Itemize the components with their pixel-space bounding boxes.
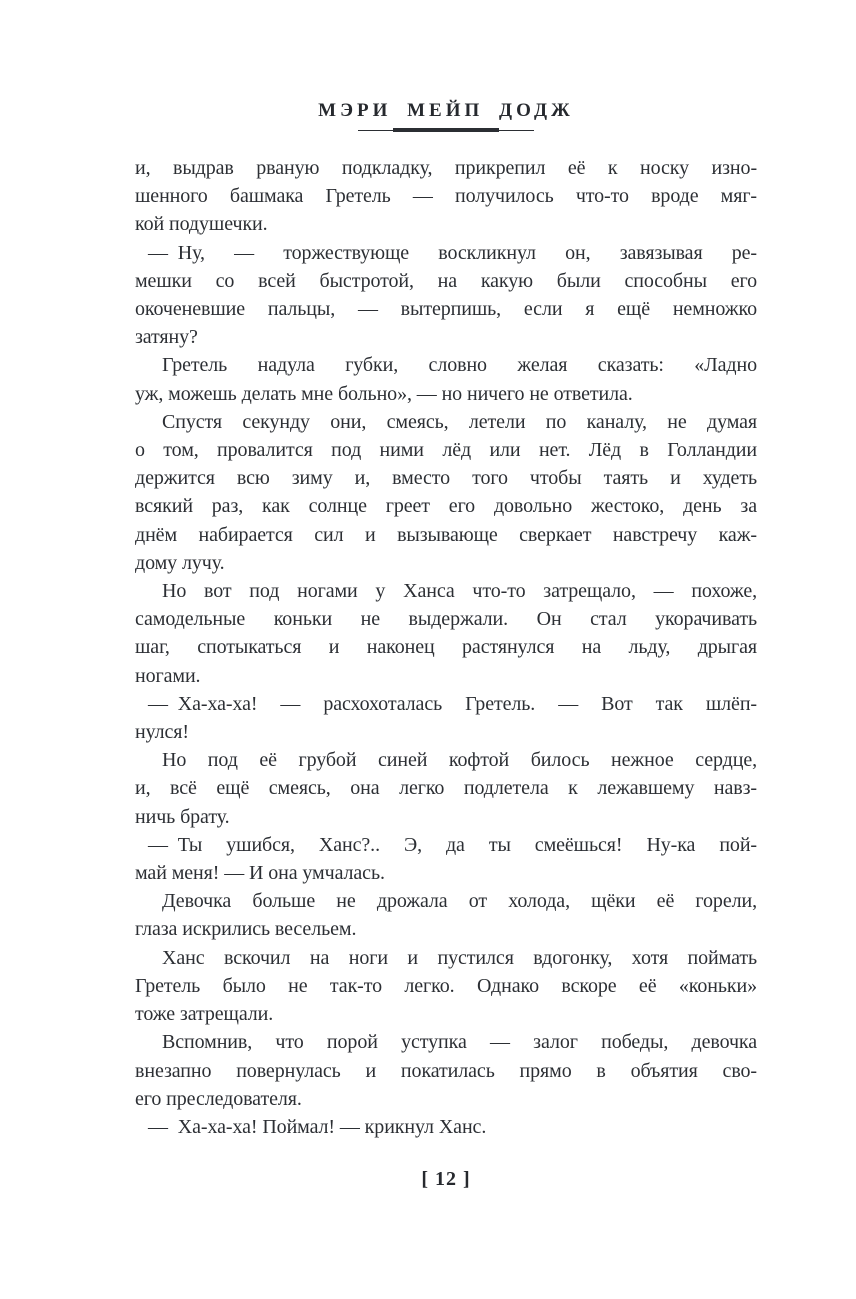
paragraph <box>135 887 757 943</box>
text-line: кой подушечки. <box>135 213 268 236</box>
text-line: шенного башмака Гретель — получилось что-то вроде мяг- <box>135 185 757 208</box>
text-line: и, выдрав рваную подкладку, прикрепил её к носку изно- <box>135 157 757 179</box>
paragraph <box>135 351 757 407</box>
text-line: Девочка больше не дрожала от холода, щёки её горели, <box>162 890 757 913</box>
text-line: днём набирается сил и вызывающе сверкает навстречу каж- <box>135 523 757 546</box>
paragraph <box>135 1028 757 1113</box>
text-line: Ханс вскочил на ноги и пустился вдогонку, хотя поймать <box>162 946 757 969</box>
page-number: [ 12 ] <box>421 1168 471 1190</box>
text-line: — Ну, — торжествующе воскликнул он, завязывая ре- <box>148 241 757 264</box>
ornament-thick-bar <box>393 128 499 132</box>
text-line: самодельные коньки не выдержали. Он стал укорачивать <box>135 608 757 631</box>
text-line: дому лучу. <box>135 551 225 574</box>
text-line: ногами. <box>135 664 201 687</box>
text-line: Гретель было не так-то легко. Однако вскоре её «коньки» <box>135 974 757 997</box>
paragraph <box>135 944 757 1029</box>
text-line: нулся! <box>135 721 189 744</box>
paragraph <box>135 690 757 746</box>
text-line: внезапно повернулась и покатилась прямо в объятия сво- <box>135 1059 757 1082</box>
text-line: — Ты ушибся, Ханс?.. Э, да ты смеёшься! Ну-ка пой- <box>148 833 757 856</box>
text-line: глаза искрились весельем. <box>135 918 357 941</box>
text-line: и, всё ещё смеясь, она легко подлетела к лежавшему навз- <box>135 777 757 800</box>
text-line: держится всю зиму и, вместо того чтобы таять и худеть <box>135 467 757 490</box>
paragraph <box>135 239 757 352</box>
header-ornament <box>358 128 534 134</box>
text-line: окоченевшие пальцы, — вытерпишь, если я ещё немножко <box>135 298 757 321</box>
text-line: Гретель надула губки, словно желая сказать: «Ладно <box>162 354 757 377</box>
paragraph <box>135 746 757 831</box>
text-line: Вспомнив, что порой уступка — залог победы, девочка <box>162 1031 757 1054</box>
text-line: — Ха-ха-ха! Поймал! — крикнул Ханс. <box>148 1115 487 1138</box>
text-line: Но под её грубой синей кофтой билось нежное сердце, <box>162 749 757 772</box>
text-line: уж, можешь делать мне больно», — но ничего не ответила. <box>135 382 633 405</box>
text-line: шаг, спотыкаться и наконец растянулся на льду, дрыгая <box>135 636 757 659</box>
paragraph <box>135 577 757 690</box>
text-line: затяну? <box>135 326 198 349</box>
body-text <box>135 154 757 1141</box>
text-line: Но вот под ногами у Ханса что-то затрещало, — похоже, <box>162 580 757 603</box>
paragraph <box>135 408 757 577</box>
paragraph <box>135 154 757 239</box>
paragraph <box>135 831 757 887</box>
paragraph <box>135 1113 757 1141</box>
text-line: тоже затрещали. <box>135 1003 274 1026</box>
text-line: всякий раз, как солнце греет его довольно жестоко, день за <box>135 495 757 518</box>
text-line: о том, провалится под ними лёд или нет. Лёд в Голландии <box>135 439 757 462</box>
text-line: май меня! — И она умчалась. <box>135 862 385 885</box>
text-line: Спустя секунду они, смеясь, летели по каналу, не думая <box>162 410 757 433</box>
text-line: — Ха-ха-ха! — расхохоталась Гретель. — Вот так шлёп- <box>148 692 757 715</box>
running-title: МЭРИ МЕЙП ДОДЖ <box>318 100 574 121</box>
text-line: его преследователя. <box>135 1087 302 1110</box>
text-line: ничь брату. <box>135 805 230 828</box>
text-line: мешки со всей быстротой, на какую были способны его <box>135 269 757 292</box>
